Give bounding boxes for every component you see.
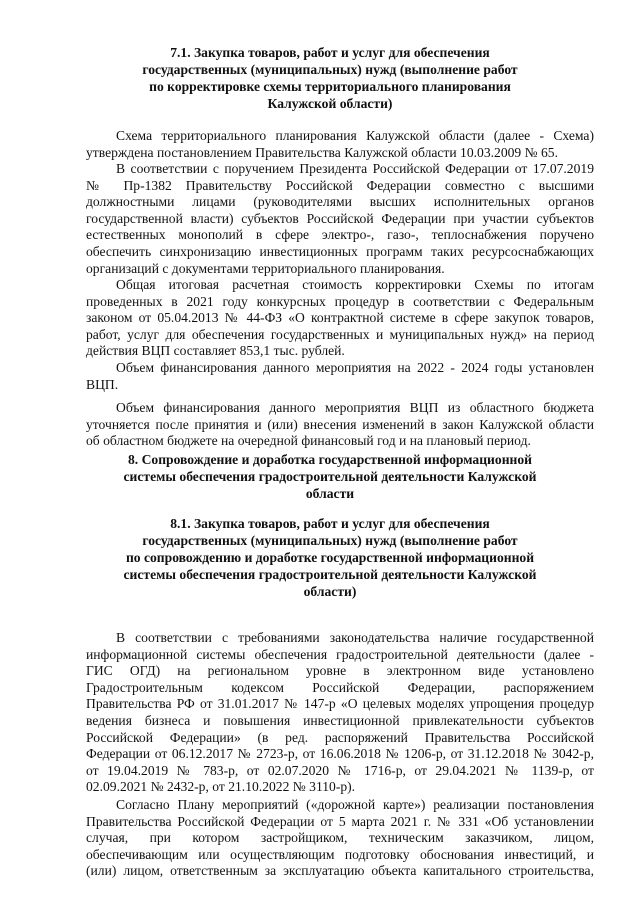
heading-line: 8.1. Закупка товаров, работ и услуг для обеспечения (170, 516, 490, 531)
heading-line: по корректировке схемы территориального планирования (149, 79, 511, 94)
paragraph-gis-ogd-requirements (86, 630, 594, 796)
text-line: обеспечивающим или осуществляющим подготовку обоснования инвестиций, и (86, 846, 594, 862)
heading-line: государственных (муниципальных) нужд (выполнение работ (142, 533, 518, 548)
text-line: должностными лицами (руководителями высших исполнительных органов (86, 194, 594, 210)
text-line: В соответствии с требованиями законодательства наличие государственной (116, 630, 594, 645)
text-line: Общая итоговая расчетная стоимость корректировки Схемы по итогам (116, 277, 594, 292)
heading-line: 7.1. Закупка товаров, работ и услуг для обеспечения (170, 45, 490, 60)
text-line: ВЦП. (86, 376, 119, 392)
text-line: государственной власти) субъектов Российской Федерации при участии субъектов (86, 210, 594, 226)
heading-line: государственных (муниципальных) нужд (выполнение работ (142, 62, 518, 77)
paragraph-president-order (86, 161, 594, 277)
heading-line: по сопровождению и доработке государственной информационной (125, 550, 535, 565)
text-line: Схема территориального планирования Калужской области (далее - Схема) (116, 128, 594, 143)
text-line: 02.09.2021 № 2432-р, от 21.10.2022 № 3110-р). (86, 779, 356, 795)
text-line: работ, услуг для обеспечения государственных и муниципальных нужд» на период (86, 326, 594, 342)
paragraph-regional-budget (86, 400, 594, 450)
text-line: от 19.04.2019 № 783-р, от 02.07.2020 № 1716-р, от 29.04.2021 № 1139-р, от (86, 762, 594, 778)
text-line: Градостроительным кодексом Российской Федерации, распоряжением (86, 679, 594, 695)
heading-line: Калужской области) (267, 96, 393, 111)
text-line: ГИС ОГД) на региональном уровне в электронном виде установлено (86, 663, 594, 679)
text-line: организаций с документами территориального планирования. (86, 260, 445, 276)
section-7-1-heading (80, 44, 580, 112)
text-line: действия ВЦП составляет 853,1 тыс. рублей. (86, 343, 345, 359)
heading-line: области (305, 486, 355, 501)
text-line: информационной системы обеспечения градостроительной деятельности (далее - (86, 646, 594, 662)
text-line: проведенных в 2021 году конкурсных процедур в соответствии с Федеральным (86, 293, 594, 309)
text-line: Объем финансирования данного мероприятия ВЦП из областного бюджета (116, 400, 594, 415)
text-line: Правительства Российской Федерации от 5 марта 2021 г. № 331 «Об установлении (86, 813, 594, 829)
heading-line: системы обеспечения градостроительной деятельности Калужской (123, 567, 537, 582)
heading-line: системы обеспечения градостроительной деятельности Калужской (123, 469, 537, 484)
text-line: естественных монополий в сфере электро-, газо-, теплоснабжения поручено (86, 227, 594, 243)
text-line: Российской Федерации» (в ред. распоряжений Правительства Российской (86, 729, 594, 745)
text-line: обеспечить синхронизацию инвестиционных программ таких ресурсоснабжающих (86, 243, 594, 259)
text-line: ведения бизнеса и повышения инвестиционной привлекательности субъектов (86, 712, 594, 728)
paragraph-funding-volume (86, 360, 594, 393)
text-line: законом от 05.04.2013 № 44-ФЗ «О контрактной системе в сфере закупок товаров, (86, 310, 594, 326)
text-line: Согласно Плану мероприятий («дорожной карте») реализации постановления (116, 797, 594, 812)
section-8-1-heading (80, 515, 580, 600)
text-line: утверждена постановлением Правительства Калужской области 10.03.2009 № 65. (86, 144, 558, 160)
text-line: случая, при котором застройщиком, техническим заказчиком, лицом, (86, 830, 594, 846)
paragraph-scheme-approval (86, 128, 594, 161)
paragraph-total-cost (86, 277, 594, 360)
text-line: Объем финансирования данного мероприятия на 2022 - 2024 годы установлен (116, 360, 594, 375)
paragraph-roadmap-plan (86, 797, 594, 880)
text-line: № Пр-1382 Правительству Российской Федерации совместно с высшими (86, 177, 594, 193)
text-line: об областном бюджете на очередной финансовый год и на плановый период. (86, 433, 531, 449)
text-line: Правительства РФ от 31.01.2017 № 147-р «О целевых моделях упрощения процедур (86, 696, 594, 712)
text-line: Федерации от 06.12.2017 № 2723-р, от 16.06.2018 № 1206-р, от 31.12.2018 № 3042-р, (86, 746, 594, 762)
heading-line: 8. Сопровождение и доработка государственной информационной (127, 452, 532, 467)
heading-line: области) (303, 584, 357, 599)
text-line: В соответствии с поручением Президента Российской Федерации от 17.07.2019 (116, 161, 594, 176)
section-8-heading (80, 451, 580, 502)
text-line: уточняется после принятия и (или) внесения изменений в закон Калужской области (86, 416, 594, 432)
text-line: (или) лицом, ответственным за эксплуатацию объекта капитального строительства, (86, 863, 594, 879)
